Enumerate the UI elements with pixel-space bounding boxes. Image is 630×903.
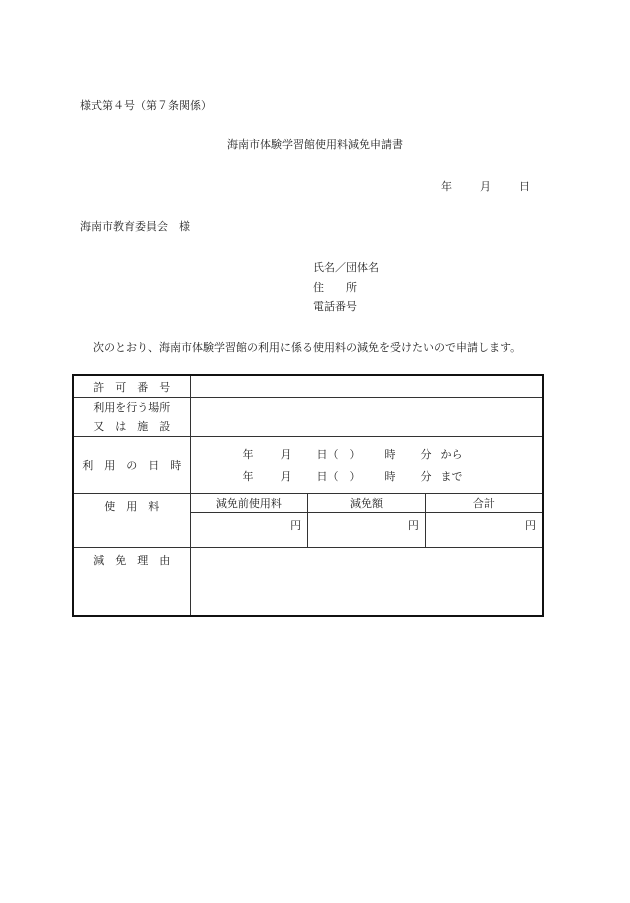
dt-from-year: 年 [242, 448, 254, 461]
dt-until-suffix: まで [440, 470, 463, 483]
applicant-address-label: 住 所 [313, 280, 357, 294]
datetime-until-line [191, 465, 543, 487]
table-row [73, 494, 543, 513]
permit-number-field[interactable] [190, 375, 543, 398]
fee-total-field[interactable] [425, 513, 543, 548]
dt-until-day: 日（ ） [316, 470, 361, 483]
place-label-line1: 利用を行う場所 [93, 401, 171, 414]
datetime-from-line [191, 443, 543, 465]
dt-from-hour: 時 [384, 448, 396, 461]
table-row [73, 398, 543, 437]
table-row [73, 548, 543, 617]
fee-before-field[interactable] [190, 513, 308, 548]
yen-unit: 円 [407, 519, 419, 532]
reason-field[interactable] [190, 548, 543, 617]
yen-unit: 円 [525, 519, 536, 532]
datetime-label: 利 用 の 日 時 [73, 437, 190, 494]
place-field[interactable] [190, 398, 543, 437]
dt-until-month: 月 [280, 470, 292, 483]
datetime-field[interactable] [190, 437, 543, 494]
dt-until-year: 年 [242, 470, 254, 483]
application-table [72, 374, 544, 617]
form-number: 様式第４号（第７条関係） [80, 99, 212, 112]
fee-header-before: 減免前使用料 [190, 494, 308, 513]
applicant-name-label: 氏名／団体名 [313, 261, 379, 274]
dt-from-month: 月 [280, 448, 292, 461]
addressee: 海南市教育委員会 様 [80, 220, 190, 233]
date-day: 日 [519, 180, 530, 193]
intro-text: 次のとおり、海南市体験学習館の利用に係る使用料の減免を受けたいので申請します。 [93, 341, 522, 354]
document-title: 海南市体験学習館使用料減免申請書 [227, 138, 403, 151]
fee-label: 使 用 料 [73, 494, 190, 548]
place-label [73, 398, 190, 437]
dt-until-hour: 時 [384, 470, 396, 483]
date-line [441, 178, 530, 194]
dt-until-minute: 分 [420, 470, 432, 483]
dt-from-day: 日（ ） [316, 448, 361, 461]
applicant-block [313, 258, 379, 317]
table-row [73, 375, 543, 398]
yen-unit: 円 [290, 519, 302, 532]
fee-discount-field[interactable] [308, 513, 426, 548]
date-month: 月 [480, 180, 491, 193]
date-year: 年 [441, 180, 452, 193]
dt-from-minute: 分 [420, 448, 432, 461]
table-row [73, 437, 543, 494]
reason-label: 減 免 理 由 [73, 548, 190, 617]
place-label-line2: 又 は 施 設 [93, 420, 171, 433]
permit-number-label: 許 可 番 号 [73, 375, 190, 398]
fee-header-total: 合計 [425, 494, 543, 513]
fee-header-discount: 減免額 [308, 494, 426, 513]
dt-from-suffix: から [440, 448, 463, 461]
applicant-phone-label: 電話番号 [313, 300, 357, 313]
